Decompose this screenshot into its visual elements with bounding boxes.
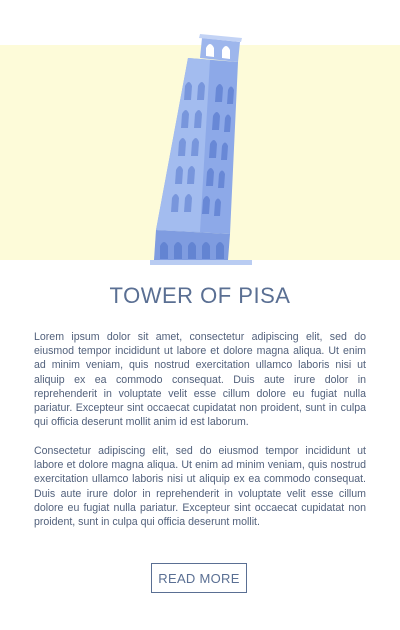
body-paragraph-1: Lorem ipsum dolor sit amet, consectetur adipiscing elit, sed do eiusmod tempor incididunt ut labore et dolore magna aliqua. Ut enim ad minim veniam, quis nostrud exercitation ullamco laboris nisi ut aliquip ex ea commodo consequat. Duis aute irure dolor in reprehenderit in voluptate velit esse cillum dolore eu fugiat nulla pariatur. Excepteur sint occaecat cupidatat non proident, sunt in culpa qui officia deserunt mollit anim id est laborum. [34, 331, 366, 429]
page-title: TOWER OF PISA [109, 283, 291, 308]
body-paragraph-2: Consectetur adipiscing elit, sed do eiusmod tempor incididunt ut labore et dolore magna aliqua. Ut enim ad minim veniam, quis nostrud exercitation ullamco laboris nisi ut aliquip ex ea commodo consequat. Duis aute irure dolor in reprehenderit in voluptate velit esse cillum dolore eu fugiat nulla pariatur. Excepteur sint occaecat cupidatat non proident, sunt in culpa qui officia deserunt mollit. [34, 445, 366, 529]
read-more-button[interactable]: READ MORE [151, 563, 247, 593]
leaning-tower-icon [140, 28, 260, 268]
